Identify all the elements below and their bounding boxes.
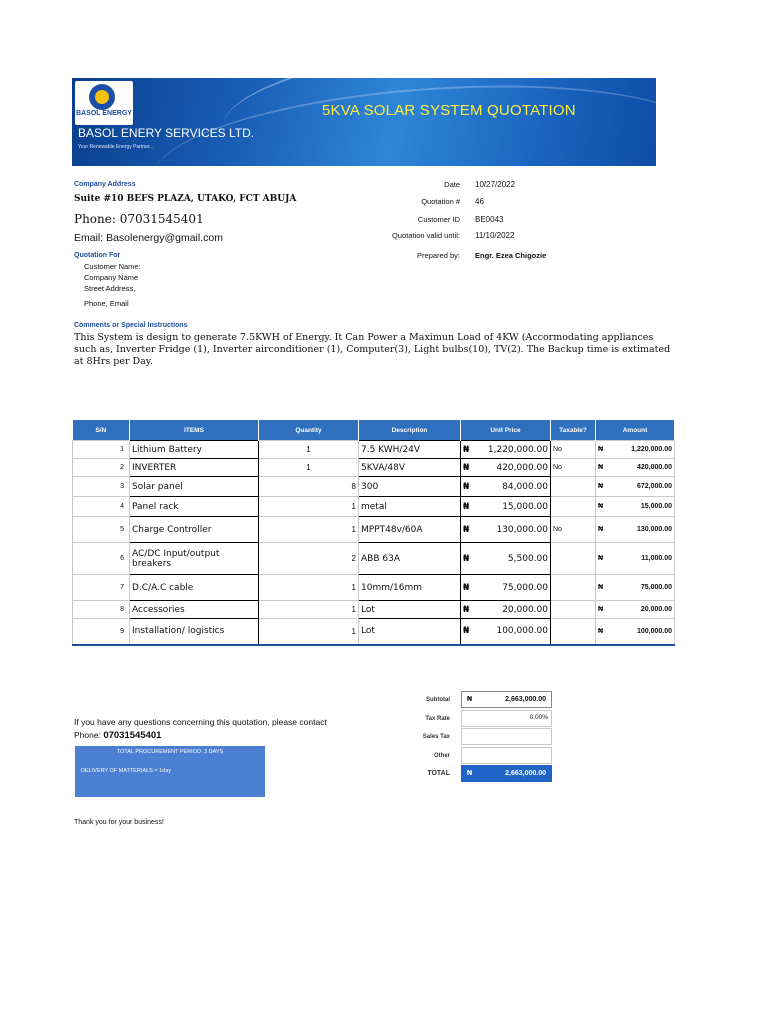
header-items: ITEMS	[130, 420, 259, 441]
prepared-by-label: Prepared by:	[417, 251, 460, 260]
unit-price-value: 20,000.00	[502, 604, 548, 615]
row-quantity: 1	[259, 575, 359, 601]
customer-id-label: Customer ID	[417, 215, 460, 224]
tax-rate-cell	[461, 710, 552, 727]
company-email: Email: Basolenergy@gmail.com	[74, 232, 223, 244]
logo-emblem	[89, 84, 115, 110]
row-description: Lot	[359, 619, 461, 645]
other-cell	[461, 747, 552, 764]
row-unit-price	[461, 543, 551, 575]
row-sn: 4	[73, 497, 130, 517]
row-amount	[596, 619, 675, 645]
row-sn: 5	[73, 517, 130, 543]
unit-price-value: 130,000.00	[496, 524, 548, 535]
row-unit-price	[461, 601, 551, 619]
row-taxable: No	[551, 441, 596, 459]
table-row	[73, 517, 675, 543]
comments-text: This System is design to generate 7.5KWH of Energy. It Can Power a Maximun Load of 4KW (Accormodating appliances such as, Inverter Fridge (1), Inverter airconditioner (1), Computer(3), Light bulbs(10), TV(2). The Backup time is extimated at 8Hrs per Day.	[74, 332, 671, 367]
row-unit-price	[461, 441, 551, 459]
header-taxable: Taxable?	[551, 420, 596, 441]
row-item: Lithium Battery	[130, 441, 259, 459]
valid-until-label: Quotation valid until:	[392, 231, 460, 240]
row-description: Lot	[359, 601, 461, 619]
currency-symbol: ₦	[598, 555, 604, 562]
row-taxable	[551, 543, 596, 575]
table-row	[73, 601, 675, 619]
header-sn: S/N	[73, 420, 130, 441]
customer-name: Customer Name:	[84, 262, 141, 271]
row-taxable	[551, 575, 596, 601]
amount-value: 130,000.00	[636, 526, 672, 533]
amount-value: 100,000.00	[636, 627, 672, 635]
currency-symbol: ₦	[463, 582, 470, 593]
row-unit-price	[461, 497, 551, 517]
table-row	[73, 477, 675, 497]
other-label: Other	[433, 753, 450, 759]
table-row	[73, 575, 675, 601]
currency-symbol: ₦	[463, 481, 470, 492]
row-amount	[596, 575, 675, 601]
amount-value: 420,000.00	[636, 464, 672, 471]
currency-symbol: ₦	[598, 584, 604, 591]
row-quantity: 2	[259, 543, 359, 575]
table-row	[73, 497, 675, 517]
currency-symbol: ₦	[598, 627, 604, 635]
row-amount	[596, 497, 675, 517]
currency-symbol: ₦	[598, 446, 604, 453]
header-amount: Amount	[596, 420, 675, 441]
row-item: AC/DC Input/output breakers	[130, 543, 259, 575]
row-quantity: 1	[259, 459, 359, 477]
date-label: Date	[444, 180, 460, 189]
customer-id: BE0043	[475, 215, 504, 224]
row-taxable	[551, 619, 596, 645]
logo-text: BASOL ENERGY	[76, 110, 132, 117]
row-quantity: 1	[259, 517, 359, 543]
total-currency: ₦	[467, 770, 473, 777]
date-value: 10/27/2022	[475, 180, 516, 189]
quotation-title: 5KVA SOLAR SYSTEM QUOTATION	[322, 102, 576, 119]
procurement-box	[75, 746, 265, 797]
company-address-label: Company Address	[74, 181, 136, 188]
quotation-number: 46	[475, 197, 484, 206]
row-description: metal	[359, 497, 461, 517]
contact-phone-line	[74, 730, 161, 741]
row-item: Solar panel	[130, 477, 259, 497]
row-unit-price	[461, 517, 551, 543]
table-row	[73, 459, 675, 477]
unit-price-value: 84,000.00	[502, 481, 548, 492]
contact-phone: 07031545401	[103, 730, 162, 741]
row-sn: 3	[73, 477, 130, 497]
delivery-of-materials: DELIVERY OF MATTERIALS = 1day	[81, 768, 172, 774]
customer-street: Street Address,	[84, 284, 136, 293]
unit-price-value: 75,000.00	[502, 582, 548, 593]
row-quantity: 1	[259, 619, 359, 645]
currency-symbol: ₦	[598, 526, 604, 533]
subtotal-value: 2,663,000.00	[505, 696, 546, 703]
row-item: Panel rack	[130, 497, 259, 517]
contact-text: If you have any questions concerning this quotation, please contact	[74, 717, 327, 727]
row-description: 300	[359, 477, 461, 497]
header-banner	[72, 78, 656, 166]
row-taxable: No	[551, 517, 596, 543]
subtotal-cell	[461, 691, 552, 708]
amount-value: 20,000.00	[640, 606, 672, 613]
row-taxable	[551, 477, 596, 497]
table-row	[73, 441, 675, 459]
items-table	[72, 420, 675, 646]
row-unit-price	[461, 477, 551, 497]
currency-symbol: ₦	[463, 553, 470, 564]
row-taxable: No	[551, 459, 596, 477]
row-item: Accessories	[130, 601, 259, 619]
row-amount	[596, 459, 675, 477]
quotation-number-label: Quotation #	[421, 197, 460, 206]
row-description: 7.5 KWH/24V	[359, 441, 461, 459]
row-description: ABB 63A	[359, 543, 461, 575]
row-taxable	[551, 601, 596, 619]
row-amount	[596, 517, 675, 543]
row-amount	[596, 601, 675, 619]
company-address: Suite #10 BEFS PLAZA, UTAKO, FCT ABUJA	[74, 194, 297, 204]
table-header-row	[73, 420, 675, 441]
currency-symbol: ₦	[463, 462, 470, 473]
row-quantity: 1	[259, 601, 359, 619]
row-taxable	[551, 497, 596, 517]
total-cell	[461, 765, 552, 782]
table-row	[73, 543, 675, 575]
row-unit-price	[461, 619, 551, 645]
customer-phone-email: Phone, Email	[84, 299, 129, 308]
total-label: TOTAL	[427, 770, 450, 777]
comments-label: Comments or Special Instructions	[74, 322, 188, 329]
company-phone: Phone: 07031545401	[74, 212, 204, 226]
currency-symbol: ₦	[598, 483, 604, 490]
header-quantity: Quantity	[259, 420, 359, 441]
row-unit-price	[461, 459, 551, 477]
procurement-period: TOTAL PROCUREMENT PERIOD: 3 DAYS	[116, 749, 224, 755]
thank-you: Thank you for your business!	[74, 819, 164, 826]
currency-symbol: ₦	[463, 524, 470, 535]
row-sn: 1	[73, 441, 130, 459]
row-quantity: 1	[259, 497, 359, 517]
valid-until: 11/10/2022	[475, 231, 515, 240]
row-quantity: 8	[259, 477, 359, 497]
row-amount	[596, 543, 675, 575]
currency-symbol: ₦	[463, 604, 470, 615]
prepared-by: Engr. Ezea Chigozie	[475, 251, 547, 260]
amount-value: 11,000.00	[641, 555, 672, 562]
row-amount	[596, 477, 675, 497]
row-sn: 2	[73, 459, 130, 477]
row-quantity: 1	[259, 441, 359, 459]
row-description: 10mm/16mm	[359, 575, 461, 601]
row-item: Installation/ logistics	[130, 619, 259, 645]
unit-price-value: 420,000.00	[496, 462, 548, 473]
currency-symbol: ₦	[463, 444, 470, 455]
sales-tax-label: Sales Tax	[422, 734, 450, 740]
currency-symbol: ₦	[598, 464, 604, 471]
row-description: 5KVA/48V	[359, 459, 461, 477]
row-item: INVERTER	[130, 459, 259, 477]
row-description: MPPT48v/60A	[359, 517, 461, 543]
amount-value: 672,000.00	[636, 483, 672, 490]
table-row	[73, 619, 675, 645]
row-sn: 6	[73, 543, 130, 575]
amount-value: 1,220,000.00	[631, 446, 672, 453]
company-logo	[75, 81, 133, 125]
quotation-for-label: Quotation For	[74, 252, 121, 259]
row-sn: 8	[73, 601, 130, 619]
row-sn: 9	[73, 619, 130, 645]
subtotal-currency: ₦	[467, 696, 473, 703]
row-amount	[596, 441, 675, 459]
header-unit-price: Unit Price	[461, 420, 551, 441]
currency-symbol: ₦	[463, 501, 470, 512]
tax-rate-value: 0.00%	[529, 714, 548, 721]
currency-symbol: ₦	[463, 626, 470, 637]
sales-tax-cell	[461, 728, 552, 745]
row-unit-price	[461, 575, 551, 601]
header-description: Description	[359, 420, 461, 441]
tax-rate-label: Tax Rate	[425, 716, 450, 722]
total-value: 2,663,000.00	[505, 770, 546, 777]
company-name: BASOL ENERY SERVICES LTD.	[78, 126, 255, 140]
unit-price-value: 5,500.00	[507, 553, 548, 564]
row-item: Charge Controller	[130, 517, 259, 543]
currency-symbol: ₦	[598, 606, 604, 613]
company-tagline: Your Renewable Energy Partner...	[78, 144, 154, 150]
unit-price-value: 100,000.00	[496, 626, 548, 637]
row-item: D.C/A.C cable	[130, 575, 259, 601]
currency-symbol: ₦	[598, 503, 604, 510]
subtotal-label: Subtotal	[426, 697, 450, 703]
amount-value: 15,000.00	[640, 503, 672, 510]
amount-value: 75,000.00	[640, 584, 672, 591]
customer-company: Company Name	[84, 273, 139, 282]
row-sn: 7	[73, 575, 130, 601]
unit-price-value: 15,000.00	[502, 501, 548, 512]
unit-price-value: 1,220,000.00	[487, 444, 548, 455]
contact-phone-label: Phone:	[74, 730, 104, 740]
